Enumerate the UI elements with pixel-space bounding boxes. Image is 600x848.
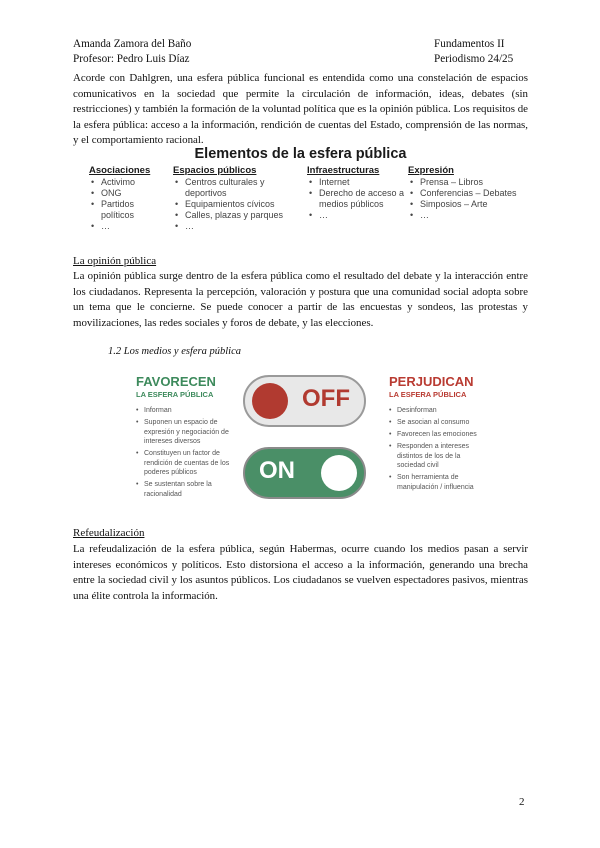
page-number: 2 <box>519 796 525 808</box>
column-heading: Expresión <box>408 165 454 176</box>
list-item: • Desinforman <box>389 406 489 416</box>
list-item: • Son herramienta de manipulación / influencia <box>389 473 489 492</box>
list-item: • Conferencias – Debates <box>408 188 528 199</box>
list-item: • Simposios – Arte <box>408 199 528 210</box>
list-item: • Centros culturales y deportivos <box>173 177 303 199</box>
opinion-paragraph: La opinión pública surge dentro de la esfera pública como el resultado del debate y la interacción entre los ciudadanos. Representa la percepción, valoración y postura que una comunidad social adopta sobre un tema que le concierne. Se puede conocer a partir de las encuestas y sondeos, las protestas y movilizaciones, las redes sociales y foros de debate, y las elecciones. <box>73 270 528 329</box>
list-item: • Se sustentan sobre la racionalidad <box>136 480 232 499</box>
toggle-off-graphic <box>243 375 366 427</box>
list-item: • … <box>307 210 407 221</box>
favorecen-subtitle: LA ESFERA PÚBLICA <box>136 390 214 399</box>
toggle-knob <box>252 383 288 419</box>
list-item: • Se asocian al consumo <box>389 418 489 428</box>
column-asociaciones <box>89 165 167 232</box>
toggle-on-graphic <box>243 447 366 499</box>
column-infraestructuras <box>307 165 407 221</box>
course-name: Fundamentos II <box>434 38 505 50</box>
column-espacios <box>173 165 303 232</box>
list-item: • Constituyen un factor de rendición de cuentas de los poderes públicos <box>136 449 232 478</box>
list-item: • Equipamientos cívicos <box>173 199 303 210</box>
perjudican-title: PERJUDICAN <box>389 374 474 389</box>
column-heading: Espacios públicos <box>173 165 257 176</box>
list-item: • Partidos políticos <box>89 199 167 221</box>
section-title-refeudalizacion: Refeudalización <box>73 527 145 539</box>
list-item: • Prensa – Libros <box>408 177 528 188</box>
column-expresion <box>408 165 528 221</box>
list-item: • Derecho de acceso a medios públicos <box>307 188 407 210</box>
favorecen-title: FAVORECEN <box>136 374 216 389</box>
subsection-title: 1.2 Los medios y esfera pública <box>108 346 241 357</box>
list-item: • Activimo <box>89 177 167 188</box>
section-title-opinion: La opinión pública <box>73 255 157 267</box>
favorecen-list <box>136 406 232 502</box>
figure-media-esfera <box>136 370 489 514</box>
list-item: • … <box>89 221 167 232</box>
column-heading: Asociaciones <box>89 165 151 176</box>
list-item: • … <box>173 221 303 232</box>
toggle-on-label: ON <box>259 457 295 484</box>
refeudalizacion-paragraph: La refeudalización de la esfera pública, según Habermas, ocurre cuando los medios pasan a servir intereses económicos y políticos. Esto distorsiona el acceso a la información, generando una brecha entre la sociedad civil y los asuntos públicos. Los ciudadanos se vuelven espectadores pasivos, mientras una élite controla la información. <box>73 543 528 602</box>
list-item: • … <box>408 210 528 221</box>
perjudican-subtitle: LA ESFERA PÚBLICA <box>389 390 467 399</box>
list-item: • Informan <box>136 406 232 416</box>
list-item: • Internet <box>307 177 407 188</box>
professor-name: Profesor: Pedro Luis Díaz <box>73 53 190 65</box>
header-left <box>73 37 191 67</box>
toggle-off-label: OFF <box>302 385 350 412</box>
toggle-knob <box>321 455 357 491</box>
figure-title: Elementos de la esfera pública <box>194 146 407 162</box>
list-item: • Calles, plazas y parques <box>173 210 303 221</box>
intro-paragraph: Acorde con Dahlgren, una esfera pública funcional es entendida como una constelación de espacios comunicativos en la sociedad que permite la circulación de información, ideas, debates (sin restricciones) y también la formación de la voluntad política que es la opinión pública. Los requisitos de la esfera pública: acceso a la información, rendición de cuentas del Estado, comprensión de las normas, y el comportamiento racional. <box>73 72 528 147</box>
author-name: Amanda Zamora del Baño <box>73 38 192 50</box>
list-item: • Favorecen las emociones <box>389 430 489 440</box>
program-name: Periodismo 24/25 <box>434 53 514 65</box>
perjudican-list <box>389 406 489 495</box>
list-item: • ONG <box>89 188 167 199</box>
header-right <box>434 37 513 67</box>
list-item: • Suponen un espacio de expresión y negociación de intereses diversos <box>136 418 232 447</box>
column-heading: Infraestructuras <box>307 165 380 176</box>
figure-elements-esfera <box>73 146 528 234</box>
list-item: • Responden a intereses distintos de los de la sociedad civil <box>389 442 489 471</box>
